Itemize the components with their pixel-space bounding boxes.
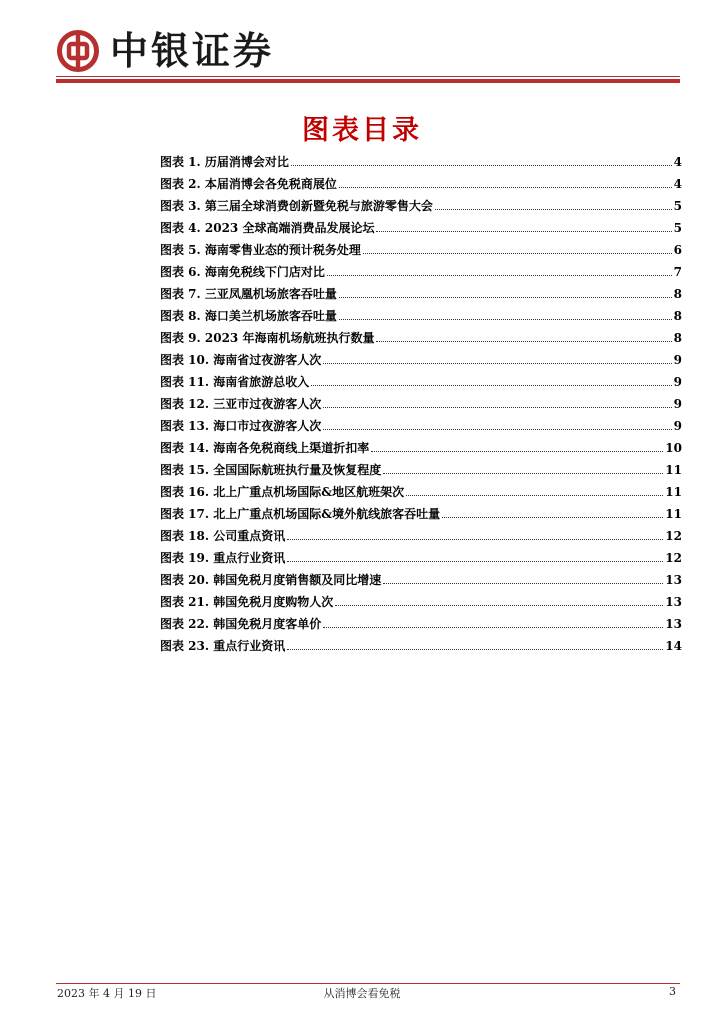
toc-entry[interactable] [160, 459, 682, 481]
toc-entry[interactable] [160, 569, 682, 591]
toc-dot-leader [339, 187, 672, 188]
toc-entry[interactable] [160, 283, 682, 305]
footer-date: 2023 年 4 月 19 日 [57, 987, 157, 1000]
toc-entry-label: 图表 11. 海南省旅游总收入 [160, 375, 310, 389]
toc-dot-leader [406, 495, 663, 496]
toc-dot-leader [291, 165, 672, 166]
toc-entry[interactable] [160, 503, 682, 525]
toc-dot-leader [376, 231, 671, 232]
toc-dot-leader [371, 451, 663, 452]
toc-entry-page: 6 [673, 243, 682, 257]
header-logo [56, 26, 274, 76]
toc-entry[interactable] [160, 393, 682, 415]
toc-entry[interactable] [160, 547, 682, 569]
toc-entry-label: 图表 8. 海口美兰机场旅客吞吐量 [160, 309, 337, 323]
toc-entry-page: 13 [665, 617, 682, 631]
toc-dot-leader [323, 363, 671, 364]
toc-entry-label: 图表 2. 本届消博会各免税商展位 [160, 177, 337, 191]
toc-entry-label: 图表 18. 公司重点资讯 [160, 529, 286, 543]
toc-entry-label: 图表 22. 韩国免税月度客单价 [160, 617, 322, 631]
toc-entry[interactable] [160, 481, 682, 503]
toc-entry-page: 9 [673, 397, 682, 411]
toc-dot-leader [287, 561, 663, 562]
toc-entry-page: 8 [673, 287, 682, 301]
toc-entry-page: 9 [673, 419, 682, 433]
toc-entry-label: 图表 13. 海口市过夜游客人次 [160, 419, 322, 433]
toc-entry-page: 9 [673, 375, 682, 389]
toc-entry[interactable] [160, 173, 682, 195]
toc-entry[interactable] [160, 437, 682, 459]
toc-entry-page: 5 [673, 221, 682, 235]
toc-entry-label: 图表 14. 海南各免税商线上渠道折扣率 [160, 441, 370, 455]
bank-of-china-logo-icon [56, 29, 100, 73]
toc-dot-leader [383, 583, 663, 584]
toc-entry[interactable] [160, 261, 682, 283]
toc-entry-label: 图表 9. 2023 年海南机场航班执行数量 [160, 331, 375, 345]
table-of-figures [160, 151, 682, 657]
toc-dot-leader [383, 473, 663, 474]
toc-entry-label: 图表 15. 全国国际航班执行量及恢复程度 [160, 463, 382, 477]
page-title: 图表目录 [302, 115, 422, 146]
toc-entry[interactable] [160, 415, 682, 437]
toc-entry-page: 12 [665, 529, 682, 543]
toc-entry[interactable] [160, 525, 682, 547]
toc-entry-page: 13 [665, 595, 682, 609]
toc-entry[interactable] [160, 151, 682, 173]
toc-dot-leader [323, 627, 663, 628]
toc-dot-leader [339, 319, 672, 320]
toc-entry-label: 图表 19. 重点行业资讯 [160, 551, 286, 565]
toc-entry-page: 8 [673, 331, 682, 345]
toc-dot-leader [323, 407, 671, 408]
toc-entry-label: 图表 5. 海南零售业态的预计税务处理 [160, 243, 361, 257]
toc-dot-leader [363, 253, 672, 254]
toc-entry-page: 5 [673, 199, 682, 213]
toc-entry-label: 图表 3. 第三届全球消费创新暨免税与旅游零售大会 [160, 199, 433, 213]
toc-entry[interactable] [160, 613, 682, 635]
toc-entry[interactable] [160, 635, 682, 657]
toc-entry-label: 图表 10. 海南省过夜游客人次 [160, 353, 322, 367]
header-rule [56, 79, 680, 83]
footer-rule [56, 983, 680, 984]
toc-entry[interactable] [160, 371, 682, 393]
toc-dot-leader [435, 209, 672, 210]
header-rule-thin [56, 76, 680, 77]
toc-entry-page: 9 [673, 353, 682, 367]
toc-entry-label: 图表 7. 三亚凤凰机场旅客吞吐量 [160, 287, 337, 301]
toc-entry-label: 图表 12. 三亚市过夜游客人次 [160, 397, 322, 411]
toc-dot-leader [323, 429, 671, 430]
toc-entry[interactable] [160, 349, 682, 371]
toc-entry-label: 图表 17. 北上广重点机场国际&境外航线旅客吞吐量 [160, 507, 441, 521]
toc-entry[interactable] [160, 195, 682, 217]
toc-entry-label: 图表 6. 海南免税线下门店对比 [160, 265, 325, 279]
brand-name: 中银证券 [110, 28, 275, 73]
toc-dot-leader [335, 605, 663, 606]
toc-dot-leader [287, 539, 663, 540]
toc-dot-leader [442, 517, 663, 518]
toc-entry-page: 10 [665, 441, 682, 455]
toc-entry-page: 7 [673, 265, 682, 279]
toc-entry[interactable] [160, 305, 682, 327]
toc-dot-leader [327, 275, 672, 276]
footer-report-title: 从消博会看免税 [323, 987, 401, 1000]
toc-dot-leader [287, 649, 663, 650]
toc-entry-page: 11 [665, 507, 682, 521]
toc-entry-page: 4 [673, 177, 682, 191]
footer-page-number: 3 [669, 985, 676, 998]
toc-entry[interactable] [160, 239, 682, 261]
toc-entry-label: 图表 23. 重点行业资讯 [160, 639, 286, 653]
toc-entry-label: 图表 4. 2023 全球高端消费品发展论坛 [160, 221, 375, 235]
toc-entry[interactable] [160, 591, 682, 613]
toc-dot-leader [311, 385, 671, 386]
toc-entry[interactable] [160, 217, 682, 239]
toc-entry-page: 8 [673, 309, 682, 323]
toc-entry-page: 11 [665, 485, 682, 499]
toc-entry[interactable] [160, 327, 682, 349]
toc-entry-page: 12 [665, 551, 682, 565]
toc-entry-page: 4 [673, 155, 682, 169]
toc-entry-label: 图表 1. 历届消博会对比 [160, 155, 289, 169]
toc-dot-leader [376, 341, 671, 342]
toc-entry-page: 13 [665, 573, 682, 587]
toc-entry-page: 11 [665, 463, 682, 477]
toc-entry-label: 图表 16. 北上广重点机场国际&地区航班架次 [160, 485, 405, 499]
toc-dot-leader [339, 297, 672, 298]
toc-entry-label: 图表 21. 韩国免税月度购物人次 [160, 595, 334, 609]
toc-entry-label: 图表 20. 韩国免税月度销售额及同比增速 [160, 573, 382, 587]
toc-entry-page: 14 [665, 639, 682, 653]
